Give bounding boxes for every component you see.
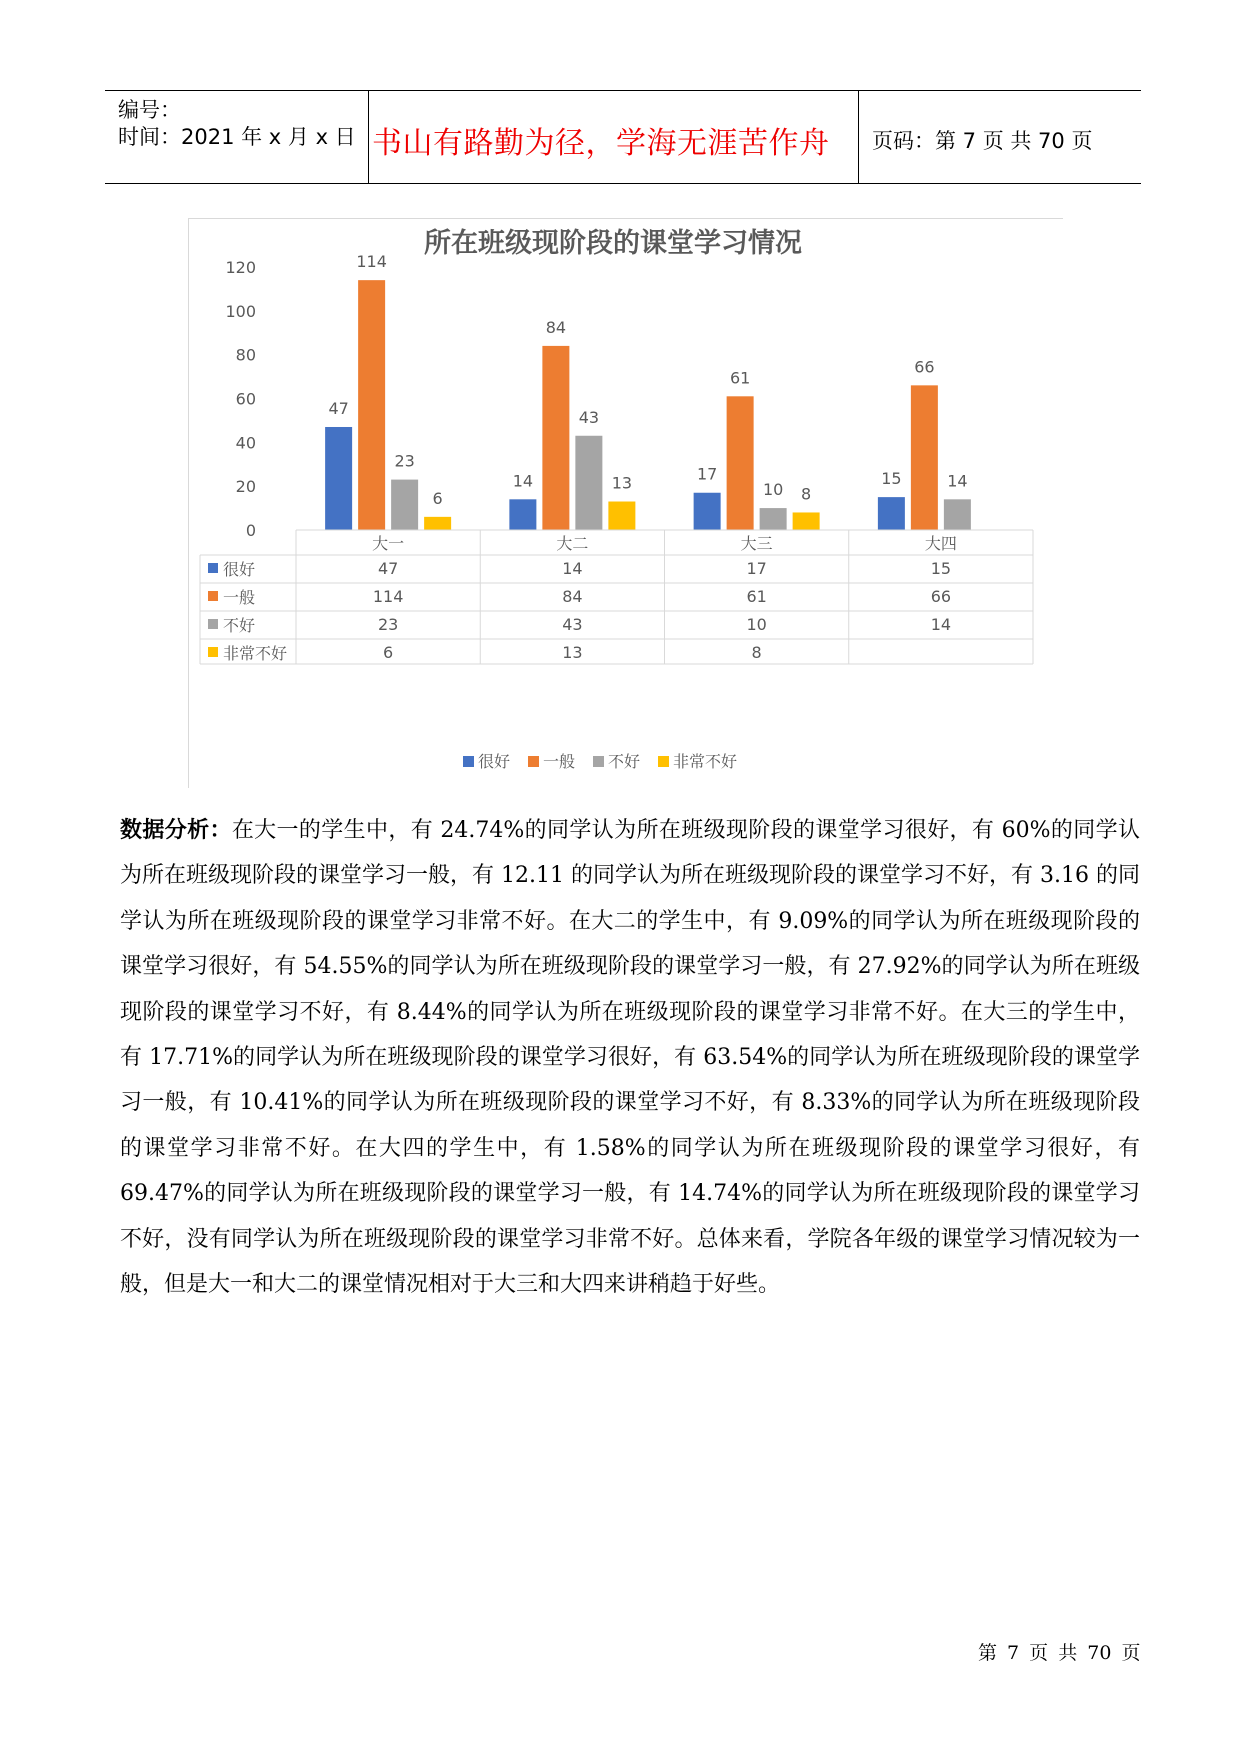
y-tick-label: 40 [235,433,256,453]
bar-data-label: 6 [432,488,443,508]
y-tick-label: 120 [225,258,256,277]
bar-data-label: 15 [881,469,902,489]
bar-data-label: 23 [394,451,415,471]
header-bottom-rule [105,183,1141,184]
table-cell-value: 13 [562,643,583,662]
chart-title: 所在班级现阶段的课堂学习情况 [424,228,802,259]
table-cell-value: 17 [746,559,767,578]
table-cell-value: 61 [746,587,767,606]
legend-label: 不好 [608,752,641,771]
table-cell-value: 15 [930,559,952,578]
table-series-name: 很好 [223,560,256,579]
header-page-label: 页码：第 7 页 共 70 页 [872,129,1093,153]
bar [358,280,385,530]
header-slogan: 书山有路勤为径，学海无涯苦作舟 [372,126,830,161]
table-legend-key [208,619,218,629]
header-divider-right [858,90,859,183]
bar-data-label: 14 [947,471,968,491]
category-label: 大二 [556,534,589,553]
bar-data-label: 8 [801,484,812,504]
bar-chart [188,218,1063,788]
legend-key [528,756,539,767]
legend-key [593,756,604,767]
bar-data-label: 43 [578,407,600,427]
y-tick-label: 100 [225,301,256,321]
chart-legend [463,752,737,771]
bar [793,512,820,530]
bar-data-label: 13 [611,473,633,493]
y-tick-label: 60 [235,389,256,409]
bar [608,502,635,530]
bar [575,436,602,530]
bar [944,499,971,530]
table-cell-value: 23 [377,615,399,634]
bar [509,499,536,530]
y-axis [225,258,256,540]
bar-data-label: 66 [914,357,935,377]
table-cell-value: 8 [751,643,762,662]
category-label: 大三 [740,534,773,553]
analysis-label: 数据分析： [120,818,232,843]
header-time-label: 时间：2021 年 x 月 x 日 [118,125,356,149]
y-tick-label: 20 [235,477,256,497]
y-tick-label: 80 [235,345,256,365]
chart-canvas [188,218,1063,788]
y-tick-label: 0 [245,521,256,540]
header-divider-left [368,90,369,183]
category-label: 大四 [924,534,957,553]
analysis-paragraph [120,808,1140,1307]
header-top-rule [105,90,1141,91]
table-series-name: 一般 [223,588,256,607]
bar [911,385,938,530]
bar [694,493,721,530]
table-cell-value: 84 [562,587,583,606]
table-cell-value: 10 [746,615,767,634]
bar [325,427,352,530]
bar [760,508,787,530]
page-footer: 第 7 页 共 70 页 [978,1642,1141,1664]
table-cell-value: 6 [383,643,394,662]
bar-data-label: 14 [512,471,534,491]
table-cell-value: 47 [377,559,399,578]
table-series-name: 不好 [223,616,256,635]
table-cell-value: 14 [930,615,952,634]
table-cell-value: 66 [930,587,952,606]
category-label: 大一 [372,534,405,553]
bar-data-label: 84 [545,317,567,337]
bar-data-label: 114 [356,252,387,272]
table-cell-value: 14 [562,559,583,578]
legend-key [658,756,669,767]
bar-data-label: 47 [328,398,349,418]
bar-data-label: 17 [696,464,718,484]
data-table [200,530,1033,664]
bar [391,480,418,530]
legend-label: 很好 [478,752,511,771]
table-series-name: 非常不好 [223,644,288,663]
bar-data-label: 10 [762,480,784,500]
bar-data-label: 61 [729,368,751,388]
bar [878,497,905,530]
table-cell-value: 43 [562,615,583,634]
legend-label: 一般 [543,752,576,771]
table-legend-key [208,563,218,573]
bar [727,396,754,530]
legend-label: 非常不好 [673,752,738,771]
bar [542,346,569,530]
legend-key [463,756,474,767]
table-cell-value: 114 [372,587,404,606]
analysis-text: 在大一的学生中，有 24.74%的同学认为所在班级现阶段的课堂学习很好，有 60%的同学认为所在班级现阶段的课堂学习一般，有 12.11 的同学认为所在班级现阶段的课堂学习不好，有 3.16 的同学认为所在班级现阶段的课堂学习非常不好。在大二的学生中，有 9.09%的同学认为所在班级现阶段的课堂学习很好，有 54.55%的同学认为所在班级现阶段的课堂学习一般，有 27.92%的同学认为所在班级现阶段的课堂学习不好，有 8.44%的同学认为所在班级现阶段的课堂学习非常不好。在大三的学生中，有 17.71%的同学认为所在班级现阶段的课堂学习很好，有 63.54%的同学认为所在班级现阶段的课堂学习一般，有 10.41%的同学认为所在班级现阶段的课堂学习不好，有 8.33%的同学认为所在班级现阶段的课堂学习非常不好。在大四的学生中，有 1.58%的同学认为所在班级现阶段的课堂学习很好，有 69.47%的同学认为所在班级现阶段的课堂学习一般，有 14.74%的同学认为所在班级现阶段的课堂学习不好，没有同学认为所在班级现阶段的课堂学习非常不好。总体来看，学院各年级的课堂学习情况较为一般，但是大一和大二的课堂情况相对于大三和大四来讲稍趋于好些。 [120,818,1140,1298]
header-number-label: 编号： [118,98,181,122]
table-legend-key [208,647,218,657]
table-legend-key [208,591,218,601]
bar [424,517,451,530]
bars [325,252,971,530]
